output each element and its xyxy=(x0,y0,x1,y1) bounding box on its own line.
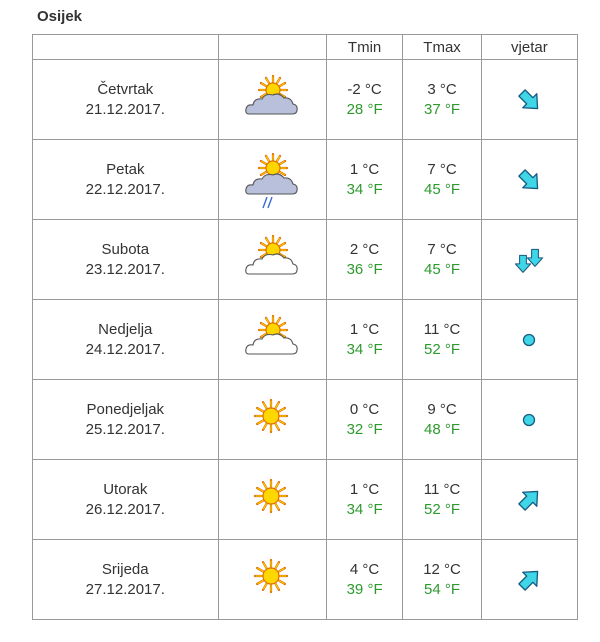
weather-icon-cell xyxy=(218,300,326,380)
day-name: Četvrtak xyxy=(97,80,154,98)
weather-icon-cell xyxy=(218,540,326,620)
calm-dot-icon xyxy=(513,404,545,436)
tmin-cell xyxy=(326,60,402,140)
sun-behind-dark-cloud-icon xyxy=(243,70,301,130)
tmax-fahrenheit: 37 °F xyxy=(424,101,461,118)
tmin-cell xyxy=(326,300,402,380)
tmax-cell xyxy=(403,220,481,300)
tmax-celsius: 11 °C xyxy=(423,481,461,498)
tmax-cell xyxy=(403,380,481,460)
tmax-cell xyxy=(403,300,481,380)
arrows-down-variable-icon xyxy=(513,244,545,276)
tmax-celsius: 9 °C xyxy=(427,401,457,418)
weather-icon-cell xyxy=(218,220,326,300)
wind-cell xyxy=(481,460,577,540)
header-wind: vjetar xyxy=(481,35,577,60)
tmax-celsius: 7 °C xyxy=(427,241,457,258)
table-row xyxy=(33,220,578,300)
city-title: Osijek xyxy=(37,8,83,25)
sun-behind-cloud-icon xyxy=(243,310,301,370)
table-row xyxy=(33,380,578,460)
tmax-cell xyxy=(403,60,481,140)
header-tmax: Tmax xyxy=(403,35,481,60)
tmax-celsius: 7 °C xyxy=(427,161,457,178)
tmin-fahrenheit: 34 °F xyxy=(346,501,383,518)
wind-cell xyxy=(481,380,577,460)
tmax-fahrenheit: 52 °F xyxy=(424,501,461,518)
tmax-fahrenheit: 52 °F xyxy=(424,341,461,358)
header-day xyxy=(33,35,219,60)
weather-icon-cell xyxy=(218,460,326,540)
day-name: Petak xyxy=(106,160,145,178)
wind-cell xyxy=(481,300,577,380)
day-date: 23.12.2017. xyxy=(85,260,165,278)
tmin-fahrenheit: 28 °F xyxy=(346,101,383,118)
header-icon xyxy=(218,35,326,60)
tmin-fahrenheit: 34 °F xyxy=(346,341,383,358)
tmin-cell xyxy=(326,380,402,460)
tmax-fahrenheit: 45 °F xyxy=(424,261,461,278)
arrow-down-right-icon xyxy=(513,84,545,116)
arrow-up-right-icon xyxy=(513,564,545,596)
tmax-fahrenheit: 54 °F xyxy=(424,581,461,598)
day-name: Srijeda xyxy=(101,560,149,578)
wind-cell xyxy=(481,220,577,300)
tmax-cell xyxy=(403,460,481,540)
tmin-celsius: 1 °C xyxy=(349,161,380,178)
tmin-fahrenheit: 36 °F xyxy=(346,261,383,278)
day-name: Nedjelja xyxy=(98,320,153,338)
day-name: Utorak xyxy=(103,480,148,498)
tmin-celsius: 1 °C xyxy=(349,321,380,338)
tmax-celsius: 11 °C xyxy=(423,321,461,338)
tmin-cell xyxy=(326,220,402,300)
wind-cell xyxy=(481,60,577,140)
tmin-cell xyxy=(326,540,402,620)
tmax-cell xyxy=(403,140,481,220)
wind-cell xyxy=(481,140,577,220)
header-row xyxy=(33,35,578,60)
tmax-fahrenheit: 45 °F xyxy=(424,181,461,198)
forecast-table xyxy=(32,34,578,620)
tmin-celsius: 1 °C xyxy=(349,481,380,498)
arrow-down-right-icon xyxy=(513,164,545,196)
day-cell xyxy=(33,300,219,380)
weather-icon-cell xyxy=(218,380,326,460)
day-name: Ponedjeljak xyxy=(86,400,165,418)
tmin-fahrenheit: 39 °F xyxy=(346,581,383,598)
weather-icon-cell xyxy=(218,140,326,220)
day-name: Subota xyxy=(101,240,150,258)
day-cell xyxy=(33,220,219,300)
weather-icon-cell xyxy=(218,60,326,140)
day-cell xyxy=(33,60,219,140)
sun-icon xyxy=(243,470,301,530)
table-row xyxy=(33,300,578,380)
tmax-cell xyxy=(403,540,481,620)
tmin-celsius: 2 °C xyxy=(349,241,380,258)
day-date: 24.12.2017. xyxy=(85,340,165,358)
tmax-fahrenheit: 48 °F xyxy=(424,421,461,438)
header-tmin: Tmin xyxy=(326,35,402,60)
tmin-fahrenheit: 34 °F xyxy=(346,181,383,198)
day-cell xyxy=(33,380,219,460)
day-cell xyxy=(33,540,219,620)
tmax-celsius: 12 °C xyxy=(423,561,461,578)
wind-cell xyxy=(481,540,577,620)
tmin-cell xyxy=(326,140,402,220)
table-row xyxy=(33,140,578,220)
tmin-cell xyxy=(326,460,402,540)
tmin-celsius: 0 °C xyxy=(349,401,380,418)
calm-dot-icon xyxy=(513,324,545,356)
day-date: 21.12.2017. xyxy=(85,100,165,118)
table-row xyxy=(33,460,578,540)
day-date: 27.12.2017. xyxy=(85,580,165,598)
tmin-fahrenheit: 32 °F xyxy=(346,421,383,438)
tmax-celsius: 3 °C xyxy=(427,81,457,98)
day-date: 26.12.2017. xyxy=(85,500,165,518)
tmin-celsius: -2 °C xyxy=(347,81,382,98)
table-row xyxy=(33,60,578,140)
day-cell xyxy=(33,140,219,220)
arrow-up-right-icon xyxy=(513,484,545,516)
sun-cloud-rain-icon xyxy=(243,150,301,210)
table-row xyxy=(33,540,578,620)
sun-icon xyxy=(243,550,301,610)
tmin-celsius: 4 °C xyxy=(349,561,380,578)
sun-icon xyxy=(243,390,301,450)
sun-behind-cloud-icon xyxy=(243,230,301,290)
day-cell xyxy=(33,460,219,540)
day-date: 22.12.2017. xyxy=(85,180,165,198)
day-date: 25.12.2017. xyxy=(85,420,165,438)
